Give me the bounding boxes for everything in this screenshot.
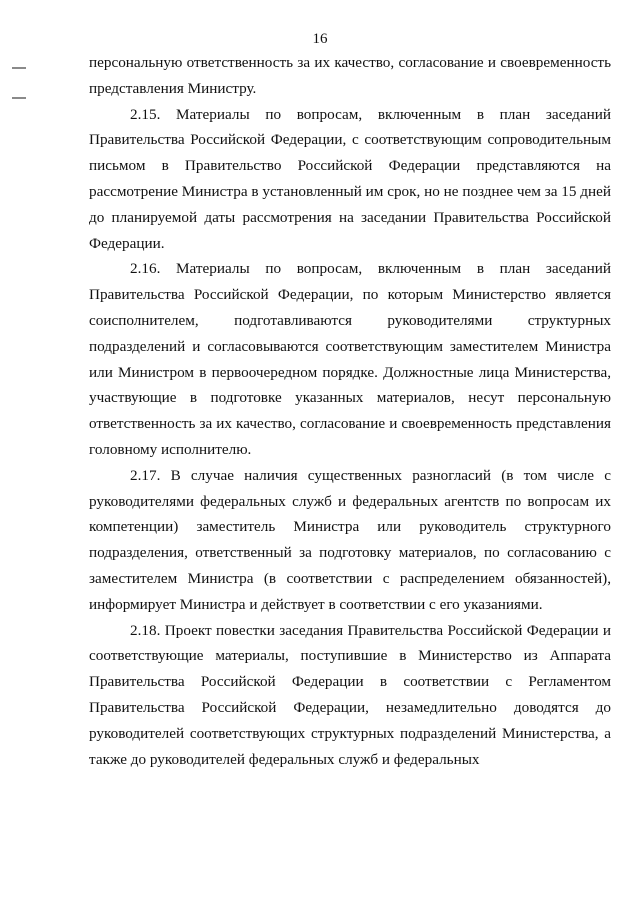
scan-margin-mark xyxy=(12,67,26,69)
document-body xyxy=(89,50,611,772)
paragraph-2-16: 2.16. Материалы по вопросам, включенным в план заседаний Правительства Российской Федерации, по которым Министерство является соисполнителем, подготавливаются руководителями структурных подразделений и согласовываются соответствующим заместителем Министра или Министром в первоочередном порядке. Должностные лица Министерства, участвующие в подготовке указанных материалов, несут персональную ответственность за их качество, согласование и своевременность представления головному исполнителю. xyxy=(89,260,611,458)
paragraph-2-15: 2.15. Материалы по вопросам, включенным в план заседаний Правительства Российской Федерации, с соответствующим сопроводительным письмом в Правительство Российской Федерации представляются на рассмотрение Министра в установленный им срок, но не позднее чем за 15 дней до планируемой даты рассмотрения на заседании Правительства Российской Федерации. xyxy=(89,105,611,252)
paragraph-continuation: персональную ответственность за их качество, согласование и своевременность представления Министру. xyxy=(89,54,611,97)
paragraph-2-17: 2.17. В случае наличия существенных разногласий (в том числе с руководителями федеральных служб и федеральных агентств по вопросам их компетенции) заместитель Министра или руководитель структурного подразделения, ответственный за подготовку материалов, по согласованию с заместителем Министра (в соответствии с распределением обязанностей), информирует Министра и действует в соответствии с его указаниями. xyxy=(89,466,611,613)
paragraph-2-18: 2.18. Проект повестки заседания Правительства Российской Федерации и соответствующие материалы, поступившие в Министерство из Аппарата Правительства Российской Федерации в соответствии с Регламентом Правительства Российской Федерации, незамедлительно доводятся до руководителей соответствующих структурных подразделений Министерства, а также до руководителей федеральных служб и федеральных xyxy=(89,621,611,768)
scan-margin-mark xyxy=(12,97,26,99)
page-number: 16 xyxy=(312,31,328,47)
